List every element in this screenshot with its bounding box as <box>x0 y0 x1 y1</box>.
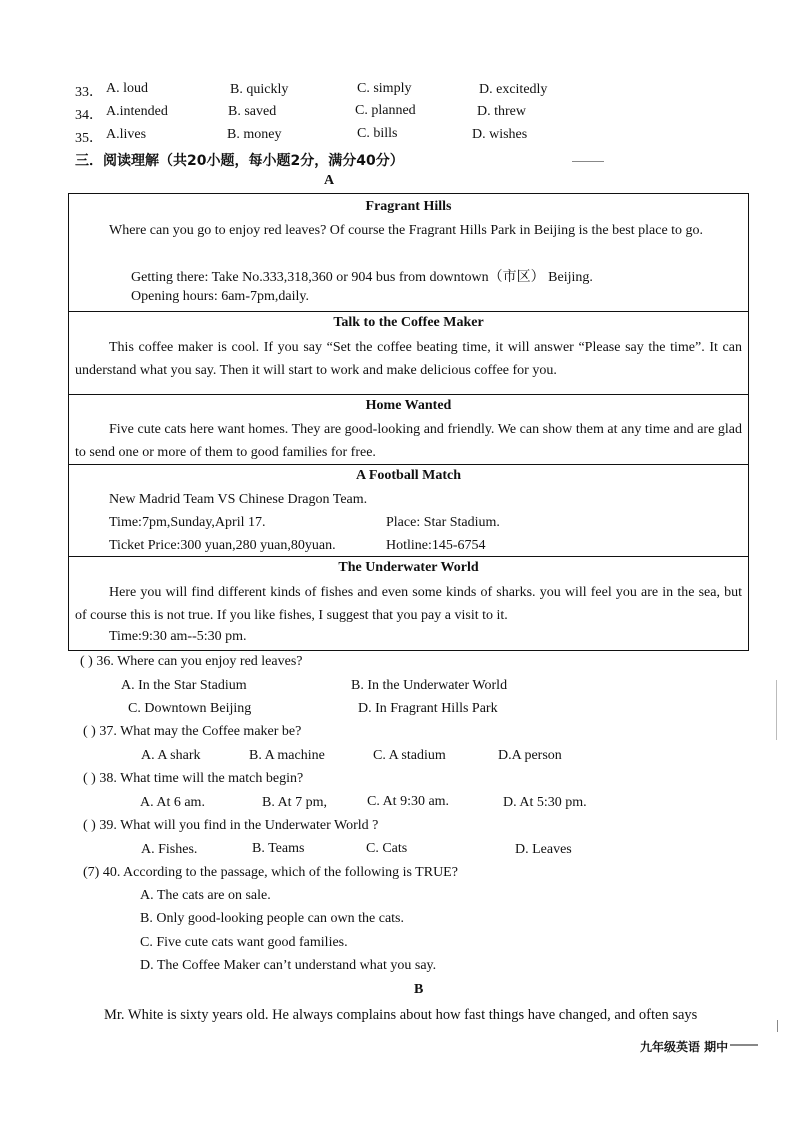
answer-option: A. In the Star Stadium <box>121 678 247 693</box>
answer-option: B. In the Underwater World <box>351 678 508 693</box>
scan-edge-mark <box>776 680 777 740</box>
ad-opening-hours: Opening hours: 6am-7pm,daily. <box>131 289 309 304</box>
ad-fragrant-hills <box>69 194 748 311</box>
answer-option: D.A person <box>498 748 562 763</box>
ads-box <box>68 193 749 651</box>
ad-coffee-maker <box>69 311 748 395</box>
answer-option: C. Five cute cats want good families. <box>140 935 348 950</box>
ad-ticket-price: Ticket Price:300 yuan,280 yuan,80yuan. <box>109 538 336 553</box>
question-stem: ( ) 38. What time will the match begin? <box>83 771 304 786</box>
answer-option: C. Cats <box>366 841 408 856</box>
question-stem: ( ) 37. What may the Coffee maker be? <box>83 724 302 739</box>
answer-option: B. Only good-looking people can own the cats. <box>140 911 405 926</box>
ad-text: Here you will find different kinds of fishes and even some kinds of sharks. you will feel you are in the sea, but of course this is not true. If you like fishes, I suggest that you pay a visit to it. <box>75 585 742 623</box>
ad-title: Home Wanted <box>365 398 452 413</box>
cloze-option: C. planned <box>355 103 416 118</box>
answer-option: A. A shark <box>141 748 201 763</box>
cloze-option: B. quickly <box>230 82 289 97</box>
answer-option: A. The cats are on sale. <box>140 888 271 903</box>
question-stem: ( ) 39. What will you find in the Underwater World ? <box>83 818 379 833</box>
ad-teams: New Madrid Team VS Chinese Dragon Team. <box>109 492 368 507</box>
cloze-option: D. excitedly <box>479 82 548 97</box>
ad-football-match <box>69 464 748 557</box>
answer-option: D. Leaves <box>515 842 572 857</box>
cloze-num-35: 35． <box>75 131 103 146</box>
answer-option: D. The Coffee Maker can’t understand what you say. <box>140 958 437 973</box>
answer-option: C. Downtown Beijing <box>128 701 252 716</box>
ad-hotline: Hotline:145-6754 <box>386 538 486 553</box>
cloze-option: B. saved <box>228 104 277 119</box>
ad-title: The Underwater World <box>338 560 479 575</box>
ad-title: Fragrant Hills <box>365 199 452 214</box>
answer-option: B. At 7 pm, <box>262 795 327 810</box>
cloze-option: A.lives <box>106 127 147 142</box>
ad-place: Place: Star Stadium. <box>386 515 500 530</box>
cloze-option: B. money <box>227 127 282 142</box>
passage-b-text: Mr. White is sixty years old. He always complains about how fast things have changed, and often says <box>104 1007 698 1023</box>
section-heading: 三．阅读理解（共20小题，每小题2分，满分40分） <box>75 153 404 169</box>
passage-b-letter: B <box>414 982 424 997</box>
ad-text: This coffee maker is cool. If you say “Set the coffee beating time, it will answer “Please say the time”. It can understand what you say. Then it will start to work and make delicious coffee for you. <box>75 340 742 378</box>
ad-text: Where can you go to enjoy red leaves? Of course the Fragrant Hills Park in Beijing is the best place to go. <box>109 223 704 238</box>
cloze-option: D. threw <box>477 104 526 119</box>
answer-option: D. In Fragrant Hills Park <box>358 701 498 716</box>
ad-text: Five cute cats here want homes. They are good-looking and friendly. We can show them at any time and are glad to send one or more of them to good families for free. <box>75 422 742 460</box>
ad-underwater-world <box>69 556 748 651</box>
scan-speck <box>730 1044 758 1046</box>
cloze-num-34: 34． <box>75 108 103 123</box>
question-stem: (7) 40. According to the passage, which of the following is TRUE? <box>83 865 458 880</box>
question-stem: ( ) 36. Where can you enjoy red leaves? <box>80 654 303 669</box>
cloze-option: A. loud <box>106 81 148 96</box>
answer-option: A. Fishes. <box>141 842 198 857</box>
cloze-option: C. bills <box>357 126 398 141</box>
ad-home-wanted <box>69 394 748 465</box>
cloze-option: C. simply <box>357 81 412 96</box>
cloze-num-33: 33． <box>75 85 103 100</box>
ad-time: Time:9:30 am--5:30 pm. <box>109 629 247 644</box>
answer-option: B. A machine <box>249 748 325 763</box>
ad-title: A Football Match <box>356 468 461 483</box>
answer-option: A. At 6 am. <box>140 795 205 810</box>
cloze-option: A.intended <box>106 104 168 119</box>
page-footer: 九年级英语 期中 <box>640 1040 729 1054</box>
answer-option: B. Teams <box>252 841 305 856</box>
answer-option: C. A stadium <box>373 748 446 763</box>
scan-speck <box>572 161 604 162</box>
ad-getting-there: Getting there: Take No.333,318,360 or 904 bus from downtown（市区） Beijing. <box>131 270 593 285</box>
cloze-option: D. wishes <box>472 127 528 142</box>
ad-time: Time:7pm,Sunday,April 17. <box>109 515 266 530</box>
passage-a-letter: A <box>324 173 335 188</box>
answer-option: D. At 5:30 pm. <box>503 795 587 810</box>
answer-option: C. At 9:30 am. <box>367 794 450 809</box>
scan-edge-mark <box>777 1020 778 1032</box>
ad-title: Talk to the Coffee Maker <box>333 315 484 330</box>
